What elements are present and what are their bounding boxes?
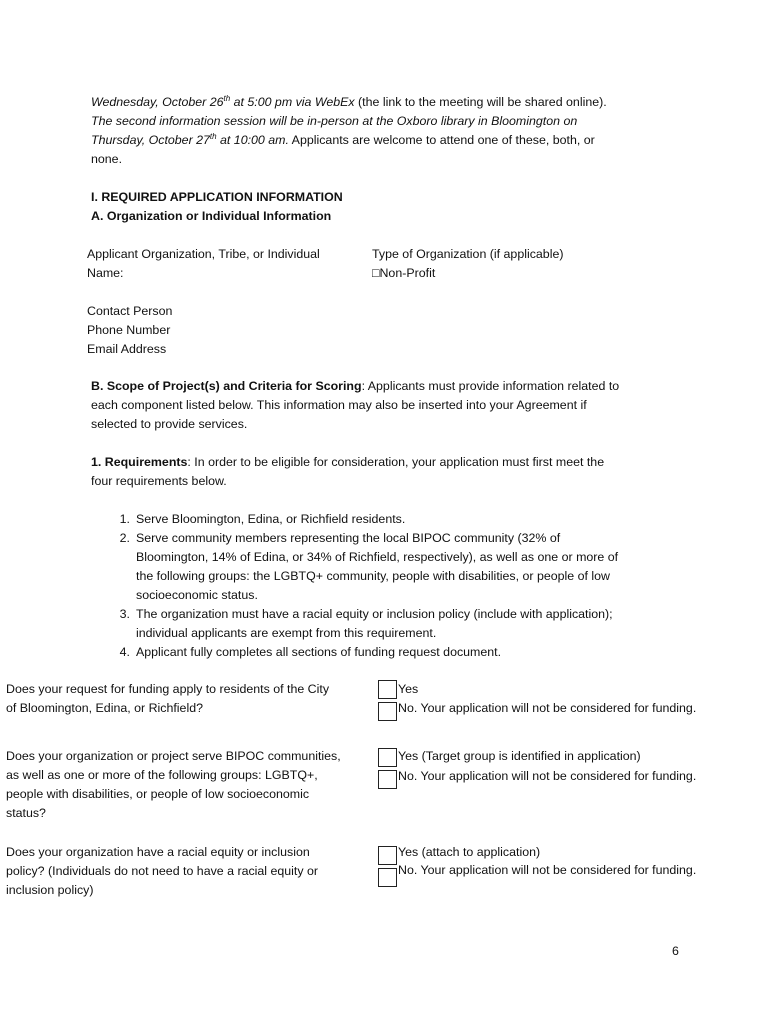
section-subheading: A. Organization or Individual Information: [91, 209, 332, 223]
intro-paragraph: [91, 93, 731, 169]
yes-option-label: Yes (attach to application): [398, 845, 541, 859]
question-equity-policy: Does your organization have a racial equity or inclusion policy? (Individuals do not need to have a racial equity or inclusion policy): [6, 845, 319, 897]
no-option-label: No. Your application will not be considered for funding.: [398, 701, 697, 715]
scope-paragraph: B. Scope of Project(s) and Criteria for Scoring: Applicants must provide information related to each component listed below. This information may also be inserted into your Agreement if selected to provide services.: [91, 379, 620, 431]
section-heading: I. REQUIRED APPLICATION INFORMATION: [91, 190, 343, 204]
no-checkbox[interactable]: [378, 868, 397, 887]
requirement-item: 4. Applicant fully completes all sections of funding request document.: [119, 645, 502, 659]
phone-number-label: Phone Number: [87, 323, 171, 337]
no-option-label: No. Your application will not be considered for funding.: [398, 863, 697, 877]
no-option-label: No. Your application will not be considered for funding.: [398, 769, 697, 783]
email-address-label: Email Address: [87, 342, 167, 356]
requirement-item: 1. Serve Bloomington, Edina, or Richfield residents.: [119, 512, 406, 526]
intro-line-2: The second information session will be in-person at the Oxboro library in Bloomington on: [91, 114, 578, 128]
applicant-name-label: Applicant Organization, Tribe, or Individual Name:: [87, 247, 320, 280]
question-city-residents: Does your request for funding apply to residents of the City of Bloomington, Edina, or Richfield?: [6, 682, 330, 715]
yes-checkbox[interactable]: [378, 680, 397, 699]
page-number: 6: [672, 944, 679, 958]
requirement-item: 3. The organization must have a racial equity or inclusion policy (include with application); individual applicants are exempt from this requirement.: [119, 607, 613, 640]
yes-option-label: Yes: [398, 682, 419, 696]
question-bipoc-communities: Does your organization or project serve BIPOC communities, as well as one or more of the following groups: LGBTQ+, people with disabilities, or people of low socioeconomic status?: [6, 749, 341, 820]
requirement-item: 2. Serve community members representing the local BIPOC community (32% of Bloomington, 14% of Edina, or 34% of Richfield, respectively), as well as one or more of the following groups: the LGBTQ+ community, people with disabilities, or people of low socioeconomic status.: [119, 531, 619, 602]
yes-checkbox[interactable]: [378, 748, 397, 767]
yes-checkbox[interactable]: [378, 846, 397, 865]
org-type-label: Type of Organization (if applicable): [372, 247, 564, 261]
requirements-list: [119, 510, 736, 662]
requirements-heading: 1. Requirements: [91, 455, 188, 469]
contact-person-label: Contact Person: [87, 304, 173, 318]
requirements-paragraph: 1. Requirements: In order to be eligible for consideration, your application must first meet the four requirements below.: [91, 455, 605, 488]
yes-option-label: Yes (Target group is identified in application): [398, 749, 641, 763]
org-type-nonprofit-option[interactable]: □Non-Profit: [372, 266, 436, 280]
scope-heading: B. Scope of Project(s) and Criteria for Scoring: [91, 379, 362, 393]
no-checkbox[interactable]: [378, 702, 397, 721]
intro-line-4: none.: [91, 152, 123, 166]
intro-line-1: Wednesday, October 26th at 5:00 pm via WebEx (the link to the meeting will be shared online).: [91, 93, 607, 109]
intro-line-3: Thursday, October 27th at 10:00 am. Applicants are welcome to attend one of these, both, or: [91, 131, 595, 147]
no-checkbox[interactable]: [378, 770, 397, 789]
